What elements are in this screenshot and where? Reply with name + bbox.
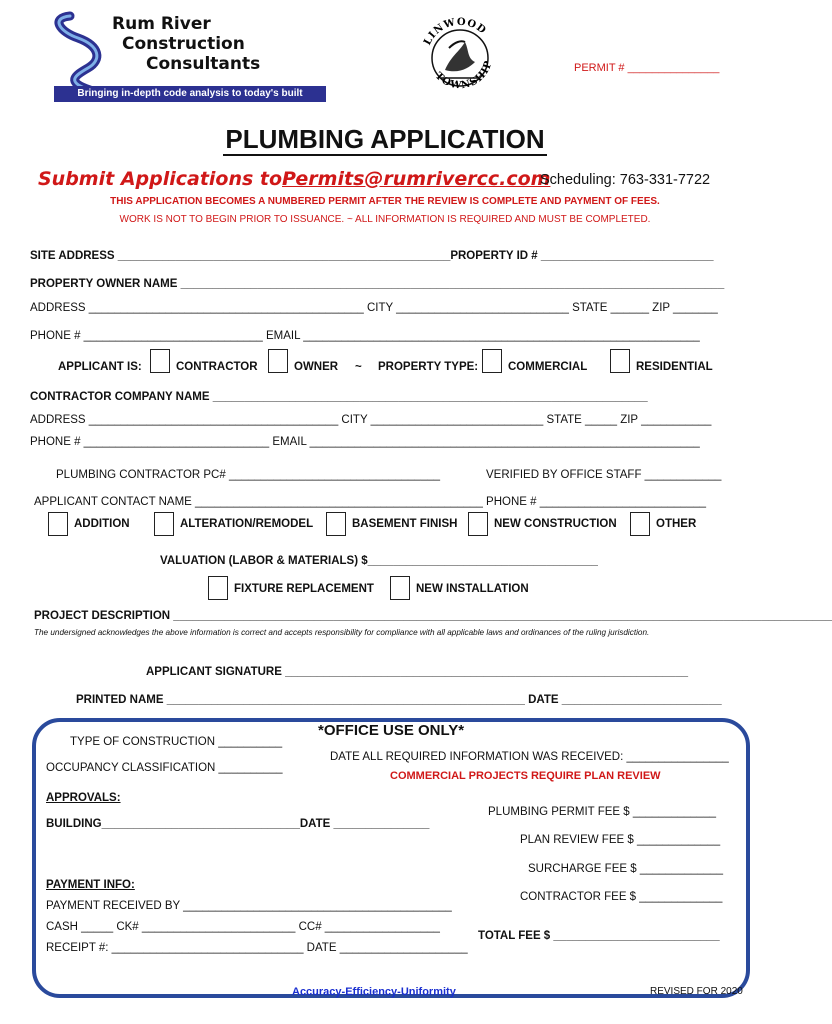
owner-phone-field[interactable]: PHONE # ____________________________ EMAIL ______________________________________________________________ <box>30 330 700 342</box>
owner-label: OWNER <box>294 361 339 373</box>
plumbing-permit-fee-field[interactable]: PLUMBING PERMIT FEE $ _____________ <box>488 806 716 818</box>
new-installation-checkbox[interactable] <box>390 576 410 600</box>
logo-tagline: Bringing in-depth code analysis to today's built environment <box>54 86 326 102</box>
separator-tilde: ~ <box>355 361 362 373</box>
total-fee-field[interactable]: TOTAL FEE $ __________________________ <box>478 930 720 942</box>
other-label: OTHER <box>656 518 697 530</box>
residential-label: RESIDENTIAL <box>636 361 713 373</box>
contractor-company-field[interactable]: CONTRACTOR COMPANY NAME ____________________________________________________________________ <box>30 391 648 403</box>
surcharge-fee-field[interactable]: SURCHARGE FEE $ _____________ <box>528 863 723 875</box>
valuation-field[interactable]: VALUATION (LABOR & MATERIALS) $____________________________________ <box>160 555 598 567</box>
logo-line-3: Consultants <box>146 54 261 74</box>
applicant-contact-field[interactable]: APPLICANT CONTACT NAME _____________________________________________ PHONE # __________________________ <box>34 496 707 508</box>
contractor-fee-field[interactable]: CONTRACTOR FEE $ _____________ <box>520 891 723 903</box>
applicant-signature-field[interactable]: APPLICANT SIGNATURE _______________________________________________________________ <box>146 666 688 678</box>
payment-received-by-field[interactable]: PAYMENT RECEIVED BY __________________________________________ <box>46 900 452 912</box>
owner-address-field[interactable]: ADDRESS ___________________________________________ CITY ___________________________ STATE ______ ZIP _______ <box>30 302 718 314</box>
fixture-replacement-checkbox[interactable] <box>208 576 228 600</box>
verified-by-field[interactable]: VERIFIED BY OFFICE STAFF ____________ <box>486 469 722 481</box>
notice-line-2: WORK IS NOT TO BEGIN PRIOR TO ISSUANCE. ~ ALL INFORMATION IS REQUIRED AND MUST BE COMPLETED. <box>119 214 651 225</box>
commercial-review-note: COMMERCIAL PROJECTS REQUIRE PLAN REVIEW <box>390 770 661 782</box>
acknowledgement-text: The undersigned acknowledges the above information is correct and accepts responsibility for compliance with all applicable laws and ordinances of the ruling jurisdiction. <box>34 628 650 637</box>
contractor-label: CONTRACTOR <box>176 361 258 373</box>
building-approval-field[interactable]: BUILDING_______________________________DATE _______________ <box>46 818 430 830</box>
basement-label: BASEMENT FINISH <box>352 518 458 530</box>
contractor-phone-field[interactable]: PHONE # _____________________________ EMAIL _____________________________________________________________ <box>30 436 700 448</box>
seal-top-text: LINWOOD <box>422 16 489 48</box>
submit-email-link[interactable]: Permits@rumrivercc.com <box>282 168 551 190</box>
notice-line-1: THIS APPLICATION BECOMES A NUMBERED PERMIT AFTER THE REVIEW IS COMPLETE AND PAYMENT OF FEES. <box>110 196 660 207</box>
residential-checkbox[interactable] <box>610 349 630 373</box>
plumbing-pc-field[interactable]: PLUMBING CONTRACTOR PC# _________________________________ <box>56 469 441 481</box>
addition-label: ADDITION <box>74 518 130 530</box>
project-description-field[interactable]: PROJECT DESCRIPTION _______________________________________________________________________________________________________ <box>34 610 832 622</box>
addition-checkbox[interactable] <box>48 512 68 536</box>
seal-bottom-text: TOWNSHIP <box>432 58 495 92</box>
commercial-checkbox[interactable] <box>482 349 502 373</box>
permit-number-field[interactable]: PERMIT # _______________ <box>574 62 720 74</box>
contractor-address-field[interactable]: ADDRESS _______________________________________ CITY ___________________________ STATE _____ ZIP ___________ <box>30 414 712 426</box>
fixture-replacement-label: FIXTURE REPLACEMENT <box>234 583 374 595</box>
new-construction-checkbox[interactable] <box>468 512 488 536</box>
approvals-heading: APPROVALS: <box>46 792 121 804</box>
contractor-checkbox[interactable] <box>150 349 170 373</box>
linwood-township-seal <box>415 12 505 104</box>
date-received-field[interactable]: DATE ALL REQUIRED INFORMATION WAS RECEIVED: ________________ <box>330 751 729 763</box>
logo-line-2: Construction <box>122 34 245 54</box>
revised-date: REVISED FOR 2020 <box>650 986 743 997</box>
alteration-label: ALTERATION/REMODEL <box>180 518 314 530</box>
owner-name-field[interactable]: PROPERTY OWNER NAME _____________________________________________________________________________________ <box>30 278 725 290</box>
rum-river-logo <box>30 12 325 115</box>
payment-info-heading: PAYMENT INFO: <box>46 879 135 891</box>
type-of-construction-field[interactable]: TYPE OF CONSTRUCTION __________ <box>70 736 283 748</box>
cash-check-cc-field[interactable]: CASH _____ CK# ________________________ CC# __________________ <box>46 921 440 933</box>
occupancy-classification-field[interactable]: OCCUPANCY CLASSIFICATION __________ <box>46 762 283 774</box>
basement-checkbox[interactable] <box>326 512 346 536</box>
applicant-is-label: APPLICANT IS: <box>58 361 142 373</box>
commercial-label: COMMERCIAL <box>508 361 588 373</box>
alteration-checkbox[interactable] <box>154 512 174 536</box>
office-use-heading: *OFFICE USE ONLY* <box>318 722 465 739</box>
plan-review-fee-field[interactable]: PLAN REVIEW FEE $ _____________ <box>520 834 721 846</box>
property-type-label: PROPERTY TYPE: <box>378 361 479 373</box>
footer-motto: Accuracy-Efficiency-Uniformity <box>292 986 456 998</box>
printed-name-field[interactable]: PRINTED NAME ________________________________________________________ DATE _________________________ <box>76 694 722 706</box>
new-construction-label: NEW CONSTRUCTION <box>494 518 617 530</box>
owner-checkbox[interactable] <box>268 349 288 373</box>
receipt-date-field[interactable]: RECEIPT #: ______________________________ DATE ____________________ <box>46 942 468 954</box>
logo-line-1: Rum River <box>112 14 211 34</box>
submit-label: Submit Applications to: <box>38 168 290 190</box>
new-installation-label: NEW INSTALLATION <box>416 583 529 595</box>
site-address-field[interactable]: SITE ADDRESS ____________________________________________________PROPERTY ID # ___________________________ <box>30 250 714 262</box>
scheduling-phone: Scheduling: 763-331-7722 <box>540 172 711 188</box>
page-title: PLUMBING APPLICATION <box>225 124 545 154</box>
other-checkbox[interactable] <box>630 512 650 536</box>
